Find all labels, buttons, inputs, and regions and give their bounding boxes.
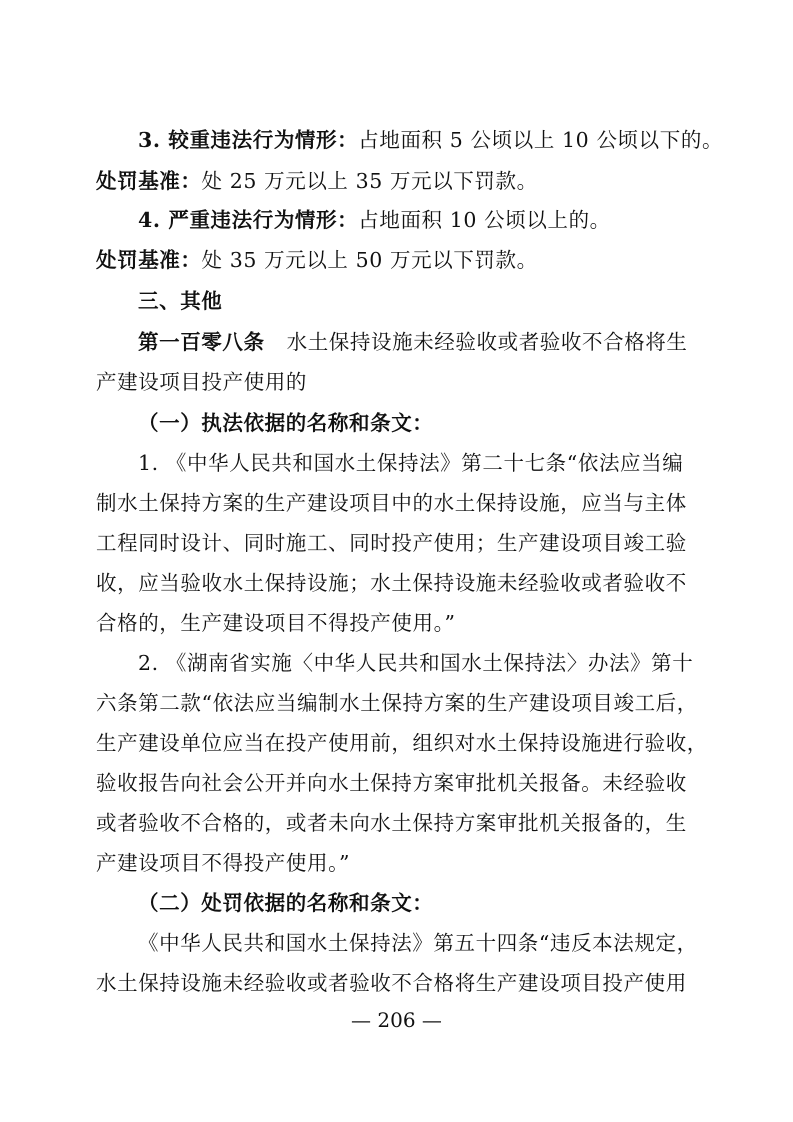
line-text: 2. 《湖南省实施〈中华人民共和国水土保持法〉办法》第十 [138, 651, 694, 675]
page-number: — 206 — [351, 1008, 442, 1032]
paragraph-line [138, 929, 700, 957]
line-text: 或者验收不合格的，或者未向水土保持方案审批机关报备的，生 [96, 811, 687, 835]
severity-level-4 [138, 206, 700, 234]
paragraph-line [96, 809, 700, 837]
paragraph-line [96, 529, 700, 557]
paragraph-line [96, 849, 700, 877]
article-title-text: 水土保持设施未经验收或者验收不合格将生 [286, 330, 688, 354]
line-label: 4. 严重违法行为情形： [138, 208, 359, 232]
line-text: 《中华人民共和国水土保持法》第五十四条“违反本法规定， [138, 931, 698, 955]
line-text: 制水土保持方案的生产建设项目中的水土保持设施，应当与主体 [96, 491, 687, 515]
paragraph-line [96, 609, 700, 637]
paragraph-line [96, 969, 700, 997]
line-label: 3. 较重违法行为情形： [138, 128, 359, 152]
line-label: 处罚基准： [96, 169, 202, 193]
paragraph-line [96, 729, 708, 757]
subheading-penalty-basis [138, 889, 700, 917]
line-text: 产建设项目不得投产使用。” [96, 851, 351, 875]
line-text: 1. 《中华人民共和国水土保持法》第二十七条“依法应当编 [138, 451, 684, 475]
line-text: 占地面积 5 公顷以上 10 公顷以下的。 [358, 128, 724, 152]
penalty-standard-3 [96, 167, 700, 195]
line-text: 产建设项目投产使用的 [96, 370, 307, 394]
line-label: （二）处罚依据的名称和条文： [138, 891, 434, 915]
line-text: 收，应当验收水土保持设施；水土保持设施未经验收或者验收不 [96, 571, 687, 595]
line-text: 验收报告向社会公开并向水土保持方案审批机关报备。未经验收 [96, 771, 687, 795]
paragraph-line [96, 489, 700, 517]
line-label: （一）执法依据的名称和条文： [138, 411, 434, 435]
line-text: 合格的，生产建设项目不得投产使用。” [96, 611, 456, 635]
line-text: 六条第二款“依法应当编制水土保持方案的生产建设项目竣工后， [96, 691, 698, 715]
paragraph-line [96, 689, 700, 717]
paragraph-line [96, 769, 700, 797]
line-text: 占地面积 10 公顷以上的。 [358, 208, 611, 232]
line-text: 处 25 万元以上 35 万元以下罚款。 [201, 169, 538, 193]
line-text: 生产建设单位应当在投产使用前，组织对水土保持设施进行验收， [96, 731, 708, 755]
severity-level-3 [138, 126, 724, 154]
section-heading-other [138, 287, 700, 315]
line-label: 处罚基准： [96, 248, 202, 272]
article-108-title-cont [96, 368, 700, 396]
paragraph-line [138, 449, 700, 477]
paragraph-line [96, 569, 700, 597]
article-number: 第一百零八条 [138, 330, 265, 354]
article-108-title [138, 328, 700, 356]
paragraph-line [138, 649, 700, 677]
line-label: 三、其他 [138, 289, 223, 313]
penalty-standard-4 [96, 246, 700, 274]
line-text: 工程同时设计、同时施工、同时投产使用；生产建设项目竣工验 [96, 531, 687, 555]
subheading-legal-basis [138, 409, 700, 437]
line-text: 水土保持设施未经验收或者验收不合格将生产建设项目投产使用 [96, 971, 687, 995]
line-text: 处 35 万元以上 50 万元以下罚款。 [201, 248, 538, 272]
